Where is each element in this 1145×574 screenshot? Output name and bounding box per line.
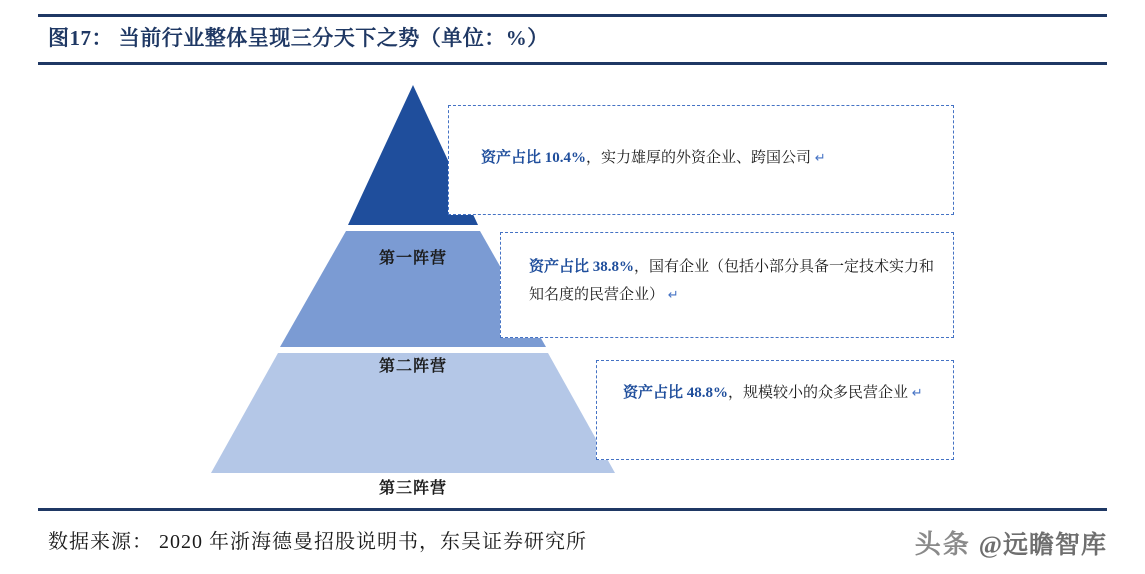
callout-tier-2-description: ，国有企业（包括小部分具备一定技术实力和知名度的民营企业） — [529, 259, 935, 303]
footer-divider — [38, 508, 1107, 511]
callout-tier-2 — [500, 232, 954, 338]
callout-tier-3 — [596, 360, 954, 460]
pyramid-tier-2-label: 第二阵营 — [378, 358, 447, 375]
pyramid-tier-1-label: 第一阵营 — [378, 250, 447, 267]
callout-tier-1-description: ，实力雄厚的外资企业、跨国公司 — [586, 150, 812, 166]
paragraph-mark-icon: ↵ — [814, 150, 826, 165]
callout-tier-1-text — [481, 144, 941, 172]
callout-tier-3-description: ，规模较小的众多民营企业 — [728, 385, 909, 401]
callout-tier-1-share: 资产占比 10.4% — [481, 150, 587, 166]
callout-tier-3-share: 资产占比 48.8% — [623, 385, 729, 401]
watermark-text: @远瞻智库 — [978, 531, 1107, 559]
header-divider-bottom — [38, 62, 1107, 65]
watermark-logo: 头条 — [914, 530, 971, 559]
figure-title: 图17： 当前行业整体呈现三分天下之势（单位：%） — [48, 26, 549, 50]
watermark — [915, 524, 1107, 561]
paragraph-mark-icon: ↵ — [911, 385, 923, 400]
header-divider-top — [38, 14, 1107, 17]
callout-tier-3-text — [623, 379, 939, 407]
callout-tier-2-share: 资产占比 38.8% — [529, 259, 635, 275]
callout-tier-2-text — [529, 253, 941, 309]
source-note: 数据来源： 2020 年浙海德曼招股说明书，东吴证券研究所 — [48, 531, 587, 553]
paragraph-mark-icon: ↵ — [667, 287, 679, 302]
pyramid-tier-3-label: 第三阵营 — [378, 480, 447, 497]
callout-tier-1 — [448, 105, 954, 215]
